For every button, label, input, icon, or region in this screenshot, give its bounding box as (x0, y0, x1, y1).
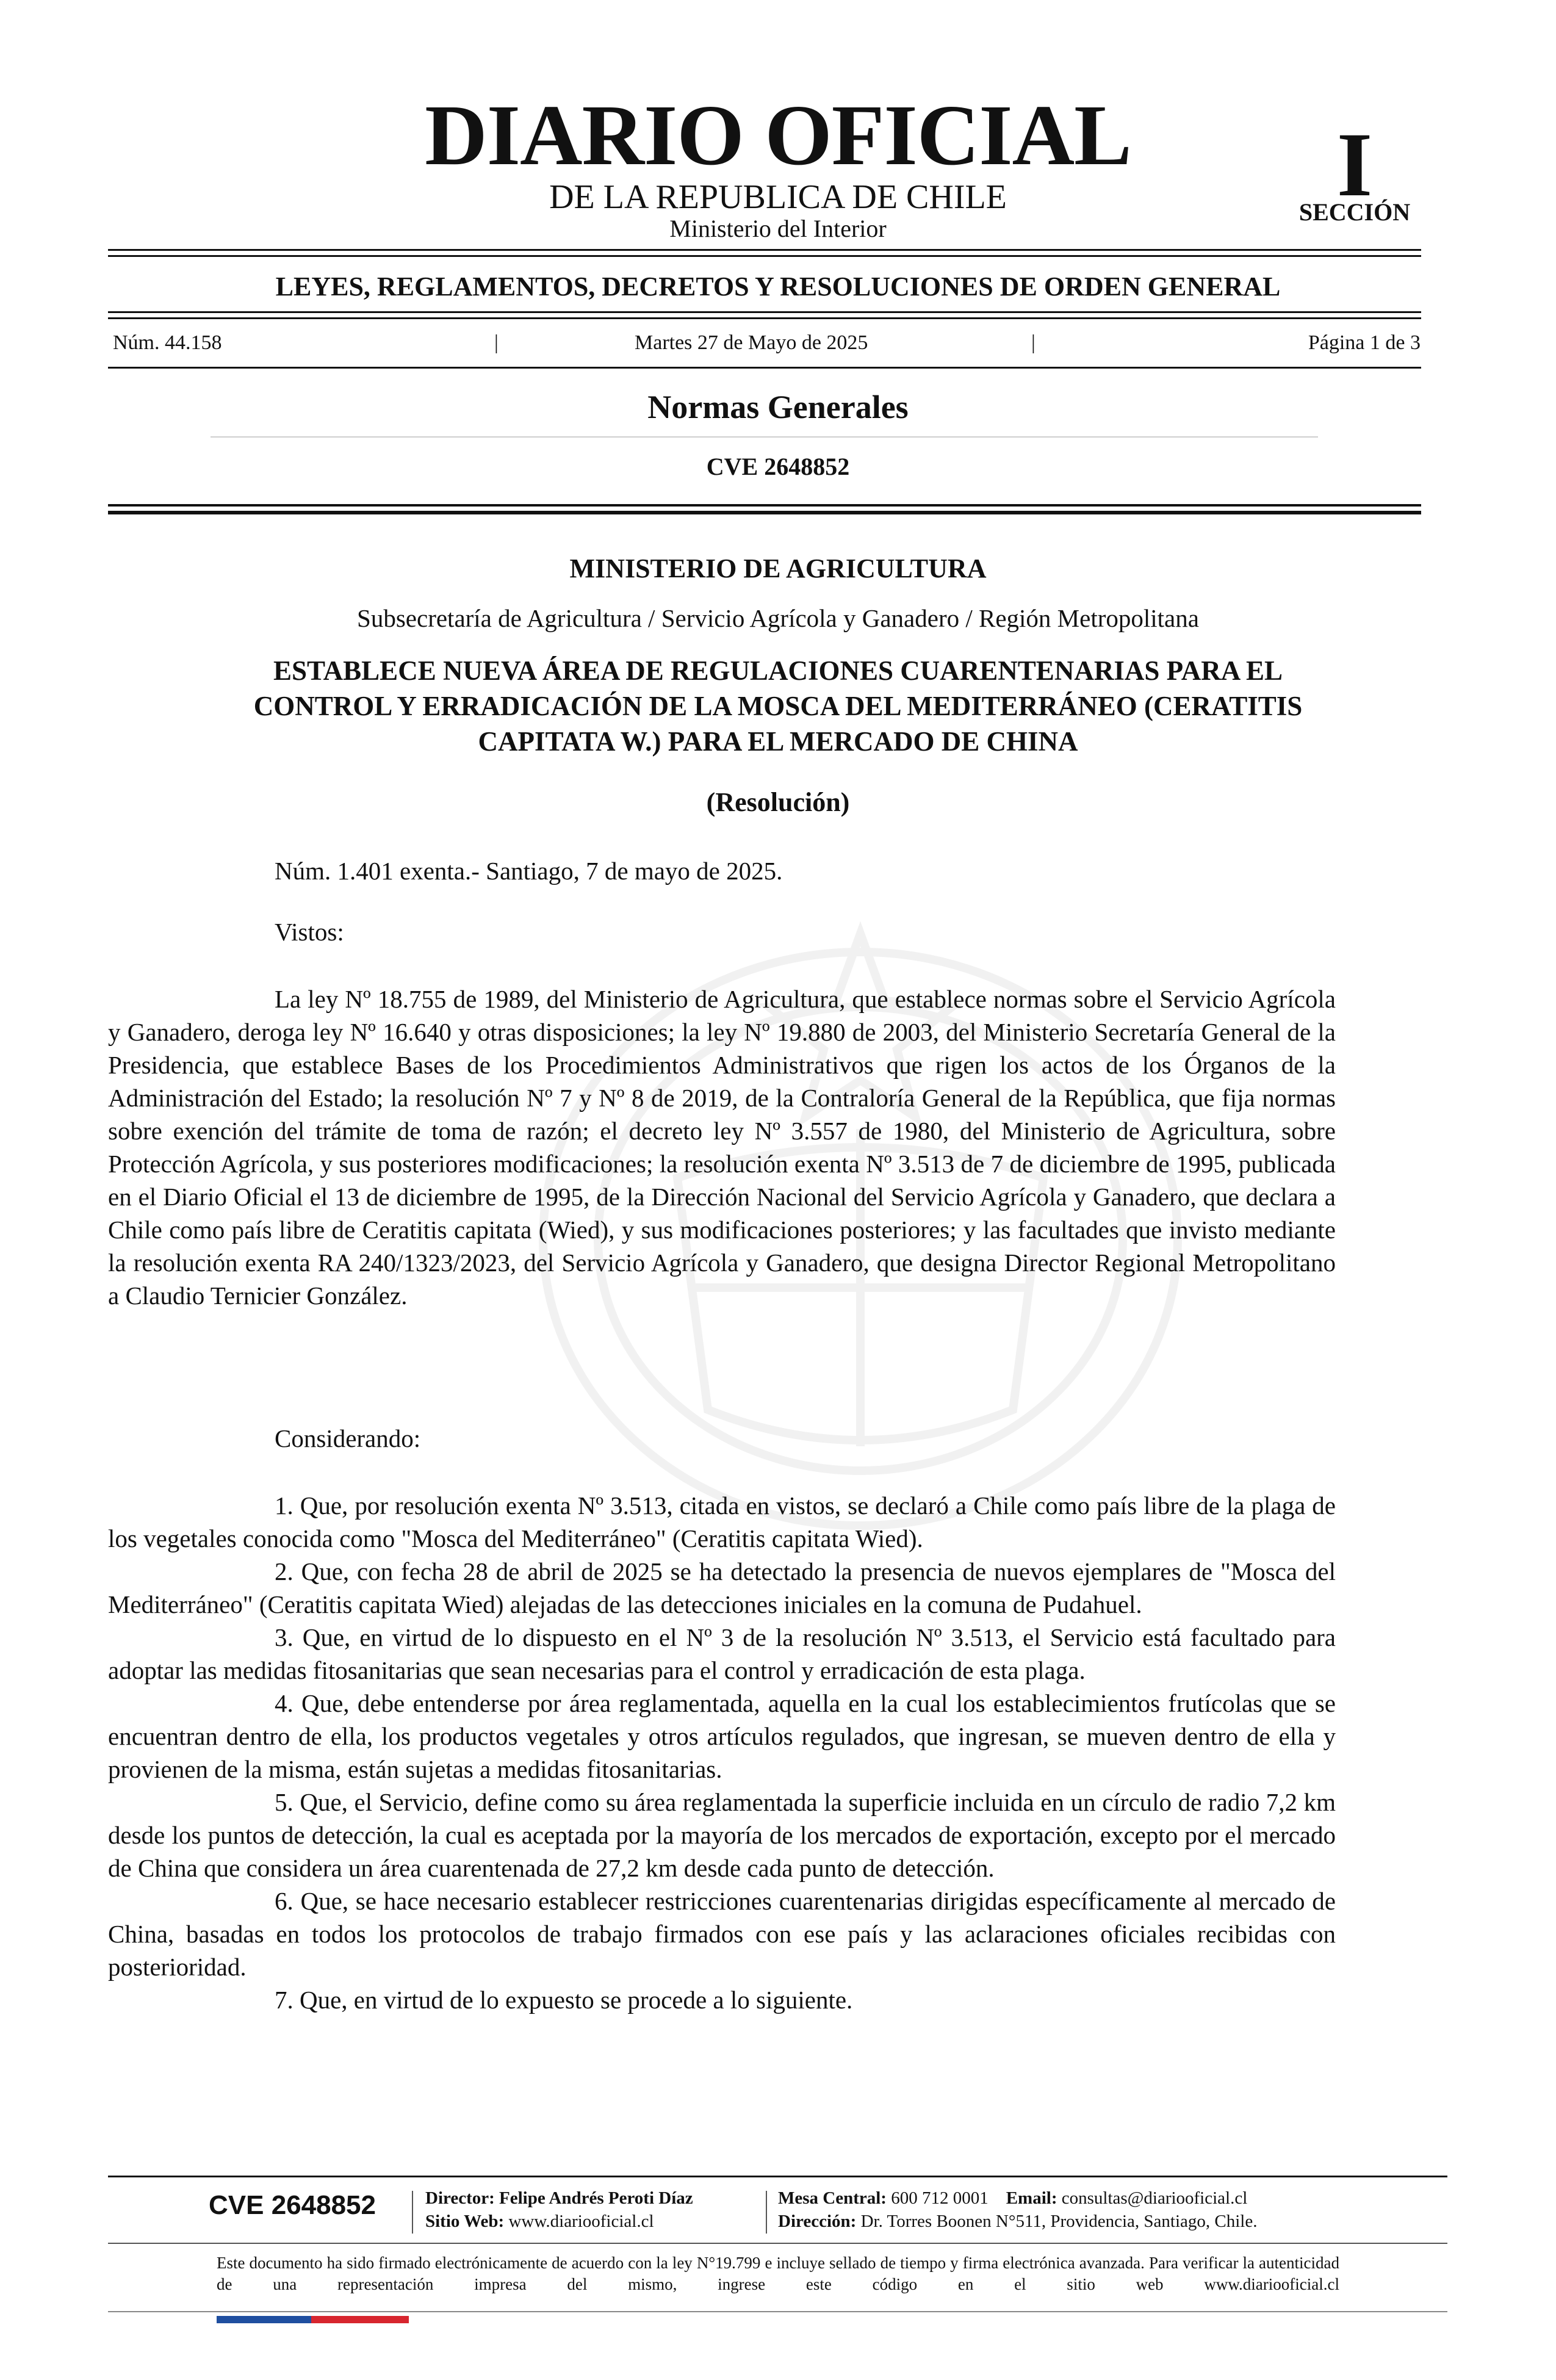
section-label: SECCIÓN (1298, 198, 1411, 226)
footer-rule-bottom (108, 2311, 1447, 2312)
footer-legal-notice: Este documento ha sido firmado electrónicamente de acuerdo con la ley N°19.799 e incluye sellado de tiempo y firma electrónica avanzada. Para verificar la autenticidad de una representación impresa del mismo, ingrese este código en el sitio web www.diariooficial.cl (217, 2254, 1339, 2293)
masthead-rule-top (108, 249, 1421, 251)
considerando-heading: Considerando: (275, 1424, 421, 1452)
cve-rule-thick (108, 504, 1421, 507)
meta-separator: | (1031, 331, 1036, 354)
site-label: Sitio Web: (425, 2212, 505, 2231)
masthead-subtitle: DE LA REPUBLICA DE CHILE (549, 178, 1007, 216)
director-name: Felipe Andrés Peroti Díaz (499, 2188, 693, 2208)
category-heading: Normas Generales (647, 389, 909, 425)
footer-cve-code: CVE 2648852 (209, 2190, 376, 2220)
footer-divider (766, 2191, 767, 2234)
resolution-title: ESTABLECE NUEVA ÁREA DE REGULACIONES CUARENTENARIAS PARA EL CONTROL Y ERRADICACIÓN DE LA MOSCA DEL MEDITERRÁNEO (CERATITIS CAPITATA W.) PARA EL MERCADO DE CHINA (253, 655, 1303, 757)
email-label: Email: (1006, 2188, 1057, 2208)
masthead-rule-top-double (108, 255, 1421, 257)
ministry-heading: MINISTERIO DE AGRICULTURA (569, 554, 987, 583)
considerando-item: 7. Que, en virtud de lo expuesto se procede a lo siguiente. (275, 1986, 853, 2014)
resolution-kind: (Resolución) (706, 787, 850, 817)
header-rule-double (108, 317, 1421, 319)
subsecretaria-line: Subsecretaría de Agricultura / Servicio Agrícola y Ganadero / Región Metropolitana (357, 604, 1199, 632)
page-indicator: Página 1 de 3 (1308, 331, 1421, 354)
footer-divider (412, 2191, 413, 2234)
issue-date: Martes 27 de Mayo de 2025 (635, 331, 868, 354)
footer-rule-top (108, 2176, 1447, 2177)
address-label: Dirección: (778, 2212, 857, 2231)
vistos-heading: Vistos: (275, 918, 344, 946)
flag-stripe-red (311, 2316, 409, 2323)
vistos-paragraph: La ley Nº 18.755 de 1989, del Ministerio de Agricultura, que establece normas sobre el Servicio Agrícola y Ganadero, deroga ley Nº 16.640 y otras disposiciones; la ley Nº 19.880 de 2003, del Ministerio Secretaría General de la Presidencia, que establece Bases de los Procedimientos Administrativos que rigen los actos de los Órganos de la Administración del Estado; la resolución Nº 7 y Nº 8 de 2019, de la Contraloría General de la República, que fija normas sobre exención del trámite de toma de razón; el decreto ley Nº 3.557 de 1980, del Ministerio de Agricultura, sobre Protección Agrícola, y sus posteriores modificaciones; la resolución exenta Nº 3.513 de 7 de diciembre de 1995, publicada en el Diario Oficial el 13 de diciembre de 1995, de la Dirección Nacional del Servicio Agrícola y Ganadero, que declara a Chile como país libre de Ceratitis capitata (Wied), y sus modificaciones posteriores; y las facultades que invisto mediante la resolución exenta RA 240/1323/2023, del Servicio Agrícola y Ganadero, que designa Director Regional Metropolitano a Claudio Ternicier González. (108, 985, 1336, 1310)
meta-separator: | (494, 331, 499, 354)
considerando-item: 5. Que, el Servicio, define como su área reglamentada la superficie incluida en un círculo de radio 7,2 km desde los puntos de detección, la cual es aceptada por la mayoría de los mercados de exportación, excepto por el mercado de China que considera un área cuarentenada de 27,2 km desde cada punto de detección. (108, 1788, 1336, 1882)
considerando-item: 6. Que, se hace necesario establecer restricciones cuarentenarias dirigidas específicamente al mercado de China, basadas en todos los protocolos de trabajo firmados con ese país y las aclaraciones oficiales recibidas con posterioridad. (108, 1887, 1336, 1981)
section-number: I (1336, 114, 1373, 215)
considerando-list (108, 1489, 1336, 2016)
mesa-label: Mesa Central: (778, 2188, 887, 2208)
considerando-item: 4. Que, debe entenderse por área reglamentada, aquella en la cual los establecimientos frutícolas que se encuentran dentro de ella, los productos vegetales y otros artículos regulados, que ingresan, se mueven dentro de ella y provienen de la misma, están sujetas a medidas fitosanitarias. (108, 1689, 1336, 1783)
footer-contact-block (778, 2187, 1257, 2233)
mesa-phone: 600 712 0001 (891, 2188, 989, 2208)
site-link[interactable]: www.diariooficial.cl (508, 2212, 654, 2231)
header-rule (108, 311, 1421, 313)
email-link[interactable]: consultas@diariooficial.cl (1061, 2188, 1248, 2208)
masthead-ministry: Ministerio del Interior (669, 215, 887, 242)
issue-number: Núm. 44.158 (113, 331, 222, 354)
footer-rule-mid (108, 2243, 1447, 2244)
considerando-item: 2. Que, con fecha 28 de abril de 2025 se ha detectado la presencia de nuevos ejemplares de "Mosca del Mediterráneo" (Ceratitis capitata Wied) alejadas de las detecciones iniciales en la comuna de Pudahuel. (108, 1557, 1336, 1618)
cve-rule-thick-double (108, 511, 1421, 514)
masthead-title: DIARIO OFICIAL (425, 87, 1131, 183)
footer-director-block (425, 2187, 693, 2233)
cve-code: CVE 2648852 (706, 453, 850, 480)
resolution-number-line: Núm. 1.401 exenta.- Santiago, 7 de mayo de 2025. (275, 857, 783, 885)
address-text: Dr. Torres Boonen N°511, Providencia, Santiago, Chile. (860, 2212, 1258, 2231)
laws-title: LEYES, REGLAMENTOS, DECRETOS Y RESOLUCIONES DE ORDEN GENERAL (275, 272, 1281, 301)
meta-rule (108, 367, 1421, 369)
director-label: Director: (425, 2188, 495, 2208)
flag-stripe-blue (217, 2316, 311, 2323)
considerando-item: 3. Que, en virtud de lo dispuesto en el Nº 3 de la resolución Nº 3.513, el Servicio está facultado para adoptar las medidas fitosanitarias que sean necesarias para el control y erradicación de esta plaga. (108, 1623, 1336, 1684)
category-divider (211, 436, 1318, 438)
considerando-item: 1. Que, por resolución exenta Nº 3.513, citada en vistos, se declaró a Chile como país libre de la plaga de los vegetales conocida como "Mosca del Mediterráneo" (Ceratitis capitata Wied). (108, 1491, 1336, 1552)
